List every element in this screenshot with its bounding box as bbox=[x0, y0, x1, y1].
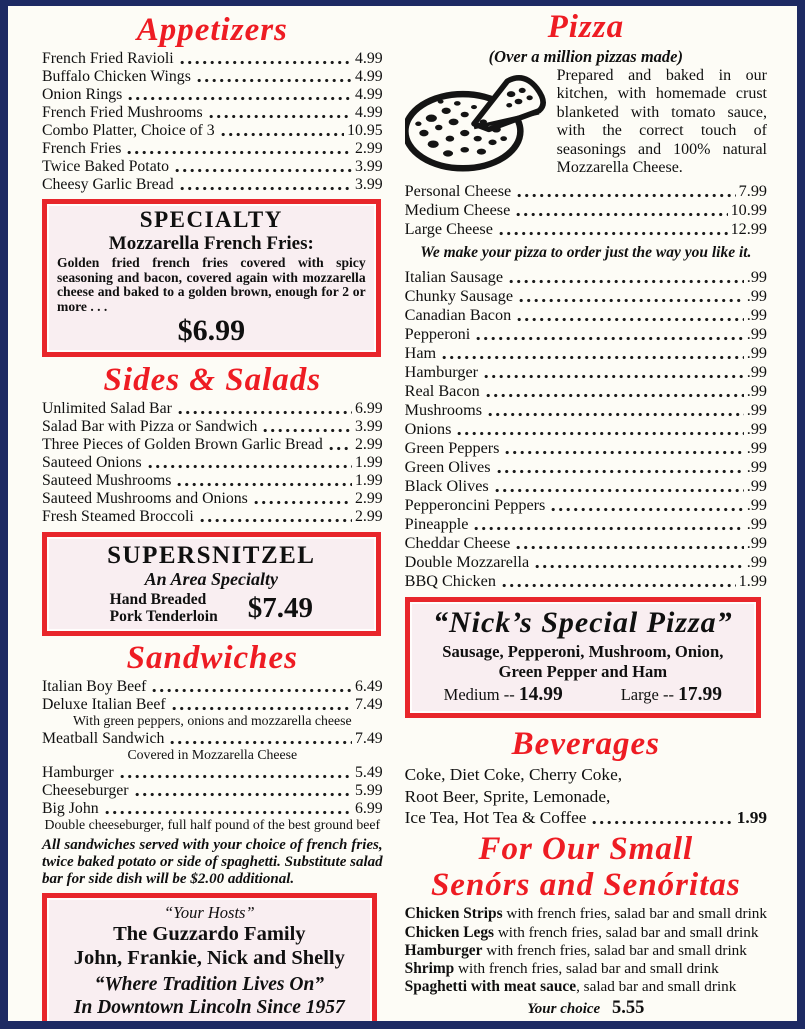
sides-title: Sides & Salads bbox=[103, 362, 322, 399]
item-name: Sauteed Mushrooms bbox=[42, 472, 172, 490]
item-note: Covered in Mozzarella Cheese bbox=[127, 747, 298, 763]
beverages-price: 1.99 bbox=[736, 808, 767, 828]
menu-item-row bbox=[42, 140, 383, 158]
dot-leader bbox=[535, 564, 744, 569]
dot-leader bbox=[127, 150, 352, 155]
item-name: Double Mozzarella bbox=[404, 553, 530, 572]
menu-item-row bbox=[405, 439, 767, 458]
nicks-title: “Nick’s Special Pizza” bbox=[432, 606, 733, 640]
supersnitzel-box bbox=[42, 532, 381, 636]
menu-item-row bbox=[405, 306, 767, 325]
nicks-medium-label: Medium -- bbox=[443, 685, 515, 705]
appetizers-list bbox=[42, 50, 383, 194]
pizza-description: Prepared and baked in our kitchen, with homemade crust blanketed with tomato sauce, with the correct touch of seasonings and 100% natural Mozzarella Cheese. bbox=[556, 67, 767, 177]
supersnitzel-subtitle: An Area Specialty bbox=[144, 569, 278, 590]
beverages-price-row bbox=[405, 807, 767, 829]
item-price: 4.99 bbox=[354, 86, 383, 103]
pizza-title: Pizza bbox=[547, 9, 625, 45]
item-price: .99 bbox=[746, 363, 767, 382]
dot-leader bbox=[495, 488, 744, 493]
dot-leader bbox=[148, 464, 352, 469]
dot-leader bbox=[457, 431, 743, 436]
item-name: French Fries bbox=[42, 140, 122, 157]
item-name: Green Peppers bbox=[404, 439, 500, 458]
menu-item-row bbox=[42, 678, 383, 696]
menu-item-row bbox=[42, 696, 383, 714]
kids-item bbox=[405, 978, 767, 996]
item-price: 6.49 bbox=[354, 678, 383, 696]
menu-item bbox=[42, 730, 383, 762]
dot-leader bbox=[178, 410, 352, 415]
menu-item-row bbox=[405, 182, 767, 201]
item-note: Double cheeseburger, full half pound of the best ground beef bbox=[44, 817, 381, 833]
hosts-family-line2: John, Frankie, Nick and Shelly bbox=[73, 947, 345, 970]
menu-item bbox=[42, 696, 383, 728]
menu-item-row bbox=[42, 730, 383, 748]
supersnitzel-item-line1: Hand Breaded bbox=[109, 591, 207, 609]
item-price: 1.99 bbox=[354, 472, 383, 490]
nicks-prices-row bbox=[418, 684, 748, 706]
menu-item-row bbox=[405, 420, 767, 439]
menu-item-row bbox=[405, 287, 767, 306]
dot-leader bbox=[476, 336, 743, 341]
item-price: 5.49 bbox=[354, 764, 383, 782]
item-price: 2.99 bbox=[354, 436, 383, 454]
menu-item-row bbox=[42, 50, 383, 68]
item-price: .99 bbox=[746, 439, 767, 458]
supersnitzel-title: SUPERSNITZEL bbox=[107, 542, 316, 570]
item-name: Big John bbox=[42, 800, 99, 818]
sandwiches-list bbox=[42, 678, 383, 832]
menu-item-row bbox=[42, 490, 383, 508]
menu-item-row bbox=[42, 436, 383, 454]
item-price: 1.99 bbox=[354, 454, 383, 472]
item-price: .99 bbox=[746, 325, 767, 344]
hosts-tagline-line1: “Where Tradition Lives On” bbox=[94, 974, 325, 996]
specialty-title: SPECIALTY bbox=[139, 207, 283, 232]
dot-leader bbox=[517, 317, 744, 322]
hosts-quote: “Your Hosts” bbox=[163, 903, 255, 923]
dot-leader bbox=[517, 193, 735, 198]
item-price: .99 bbox=[746, 553, 767, 572]
kids-item bbox=[405, 960, 767, 978]
dot-leader bbox=[180, 186, 352, 191]
item-name: French Fried Ravioli bbox=[42, 50, 174, 67]
item-price: 5.99 bbox=[354, 782, 383, 800]
dot-leader bbox=[499, 231, 728, 236]
supersnitzel-item-line2: Pork Tenderloin bbox=[109, 608, 218, 626]
menu-item-row bbox=[405, 515, 767, 534]
item-price: 4.99 bbox=[354, 104, 383, 121]
item-name: Fresh Steamed Broccoli bbox=[42, 508, 194, 526]
dot-leader bbox=[502, 583, 736, 588]
dot-leader bbox=[170, 740, 352, 745]
dot-leader bbox=[180, 60, 352, 65]
pizza-intro bbox=[405, 67, 767, 177]
item-name: Sauteed Mushrooms and Onions bbox=[42, 490, 248, 508]
hosts-box bbox=[42, 893, 377, 1029]
right-column bbox=[391, 6, 797, 1021]
item-price: 2.99 bbox=[354, 140, 383, 157]
menu-item-row bbox=[405, 382, 767, 401]
menu-item-row bbox=[405, 534, 767, 553]
pizza-toppings-list bbox=[405, 268, 767, 591]
beverages-line2: Root Beer, Sprite, Lemonade, bbox=[404, 786, 611, 806]
nicks-large-label: Large -- bbox=[620, 685, 674, 705]
item-price: .99 bbox=[746, 534, 767, 553]
dot-leader bbox=[209, 114, 352, 119]
item-price: 3.99 bbox=[354, 158, 383, 175]
item-price: .99 bbox=[746, 496, 767, 515]
menu-item-row bbox=[405, 553, 767, 572]
item-name: Green Olives bbox=[404, 458, 491, 477]
hosts-family-line1: The Guzzardo Family bbox=[113, 923, 306, 946]
menu-item-row bbox=[42, 86, 383, 104]
item-price: .99 bbox=[746, 420, 767, 439]
menu-item-row bbox=[405, 401, 767, 420]
kids-item-name: Chicken Strips bbox=[404, 905, 503, 923]
menu-item bbox=[42, 678, 383, 696]
beverages-line1: Coke, Diet Coke, Cherry Coke, bbox=[404, 765, 623, 785]
item-price: 3.99 bbox=[354, 176, 383, 193]
nicks-medium-price: 14.99 bbox=[518, 684, 563, 706]
kids-item-name: Hamburger bbox=[404, 941, 483, 959]
menu-item-row bbox=[405, 477, 767, 496]
kids-item bbox=[405, 942, 767, 960]
kids-item-name: Spaghetti with meat sauce bbox=[404, 978, 577, 996]
item-name: Twice Baked Potato bbox=[42, 158, 169, 175]
supersnitzel-item-row bbox=[57, 591, 366, 625]
kids-title-line1: For Our Small bbox=[478, 831, 694, 868]
specialty-description: Golden fried french fries covered with spicy seasoning and bacon, covered again with mozzarella cheese and baked to a golden brown, enough for 2 or more . . . bbox=[57, 255, 366, 314]
kids-item-name: Chicken Legs bbox=[404, 923, 495, 941]
dot-leader bbox=[519, 298, 744, 303]
menu-item-row bbox=[42, 122, 383, 140]
supersnitzel-item bbox=[110, 591, 218, 625]
menu-item-row bbox=[405, 572, 767, 591]
dot-leader bbox=[505, 450, 743, 455]
item-price: .99 bbox=[746, 458, 767, 477]
item-price: .99 bbox=[746, 306, 767, 325]
nicks-large-price: 17.99 bbox=[678, 684, 722, 706]
menu-item-row bbox=[405, 325, 767, 344]
kids-item bbox=[405, 924, 767, 942]
pizza-sizes-list bbox=[405, 182, 767, 239]
nicks-medium bbox=[444, 684, 563, 706]
item-price: 7.99 bbox=[738, 182, 767, 201]
item-name: Black Olives bbox=[404, 477, 489, 496]
item-name: Meatball Sandwich bbox=[42, 730, 165, 748]
hosts-tagline-line2: In Downtown Lincoln Since 1957 bbox=[73, 997, 345, 1019]
item-name: Pepperoni bbox=[404, 325, 471, 344]
nicks-large bbox=[621, 684, 722, 706]
menu-item-row bbox=[42, 400, 383, 418]
item-name: Sauteed Onions bbox=[42, 454, 142, 472]
specialty-subtitle: Mozzarella French Fries: bbox=[108, 233, 314, 254]
menu-item-row bbox=[42, 508, 383, 526]
item-price: .99 bbox=[746, 287, 767, 306]
sandwiches-title: Sandwiches bbox=[126, 640, 298, 677]
beverages-title: Beverages bbox=[511, 726, 660, 763]
item-name: Medium Cheese bbox=[404, 201, 511, 220]
item-name: Hamburger bbox=[404, 363, 479, 382]
item-name: Italian Boy Beef bbox=[42, 678, 147, 696]
item-name: BBQ Chicken bbox=[404, 572, 496, 591]
item-name: French Fried Mushrooms bbox=[42, 104, 203, 121]
appetizers-title: Appetizers bbox=[136, 12, 288, 48]
dot-leader bbox=[474, 526, 743, 531]
item-name: Cheesy Garlic Bread bbox=[42, 176, 174, 193]
item-name: Buffalo Chicken Wings bbox=[42, 68, 191, 85]
item-name: Cheddar Cheese bbox=[404, 534, 511, 553]
supersnitzel-price: $7.49 bbox=[247, 591, 313, 624]
dot-leader bbox=[551, 507, 743, 512]
item-price: 3.99 bbox=[354, 418, 383, 436]
item-name: Salad Bar with Pizza or Sandwich bbox=[42, 418, 258, 436]
dot-leader bbox=[488, 412, 744, 417]
dot-leader bbox=[221, 132, 344, 137]
item-price: 4.99 bbox=[354, 68, 383, 85]
kids-item-detail: with french fries, salad bar and small drink bbox=[502, 905, 767, 923]
item-price: 7.49 bbox=[354, 730, 383, 748]
beverages-line3: Ice Tea, Hot Tea & Coffee bbox=[404, 808, 587, 828]
menu-item-row bbox=[42, 158, 383, 176]
dot-leader bbox=[172, 706, 352, 711]
dot-leader bbox=[329, 446, 352, 451]
menu-item-row bbox=[405, 363, 767, 382]
pizza-illustration bbox=[405, 70, 549, 172]
pizza-order-note: We make your pizza to order just the way you like it. bbox=[420, 244, 752, 262]
item-name: Real Bacon bbox=[404, 382, 480, 401]
item-name: Italian Sausage bbox=[404, 268, 504, 287]
dot-leader bbox=[105, 810, 352, 815]
dot-leader bbox=[175, 168, 352, 173]
item-price: 2.99 bbox=[354, 508, 383, 526]
dot-leader bbox=[442, 355, 744, 360]
item-name: Mushrooms bbox=[404, 401, 482, 420]
dot-leader bbox=[516, 545, 743, 550]
item-price: .99 bbox=[746, 268, 767, 287]
dot-leader bbox=[497, 469, 744, 474]
nicks-description-line1: Sausage, Pepperoni, Mushroom, Onion, bbox=[442, 642, 724, 662]
item-name: Deluxe Italian Beef bbox=[42, 696, 166, 714]
item-price: .99 bbox=[746, 477, 767, 496]
dot-leader bbox=[177, 482, 352, 487]
item-price: 10.99 bbox=[730, 201, 767, 220]
item-name: Personal Cheese bbox=[404, 182, 512, 201]
menu-item-row bbox=[405, 201, 767, 220]
pizza-tagline: (Over a million pizzas made) bbox=[488, 47, 683, 66]
menu-item-row bbox=[405, 268, 767, 287]
dot-leader bbox=[509, 279, 744, 284]
item-name: Pineapple bbox=[404, 515, 469, 534]
specialty-box bbox=[42, 199, 381, 357]
kids-section-title bbox=[405, 831, 767, 903]
item-name: Large Cheese bbox=[404, 220, 493, 239]
menu-item-row bbox=[405, 496, 767, 515]
kids-item-detail: with french fries, salad bar and small drink bbox=[454, 960, 719, 978]
menu-item-row bbox=[42, 800, 383, 818]
kids-list bbox=[405, 905, 767, 996]
kids-item bbox=[405, 905, 767, 923]
dot-leader bbox=[486, 393, 744, 398]
item-price: 4.99 bbox=[354, 50, 383, 67]
item-name: Combo Platter, Choice of 3 bbox=[42, 122, 215, 139]
kids-item-name: Shrimp bbox=[404, 960, 455, 978]
item-price: 1.99 bbox=[738, 572, 767, 591]
nicks-special-pizza-box bbox=[405, 597, 761, 718]
dot-leader bbox=[128, 96, 352, 101]
item-price: .99 bbox=[746, 515, 767, 534]
kids-item-detail: , salad bar and small drink bbox=[576, 978, 737, 996]
item-name: Ham bbox=[404, 344, 437, 363]
item-price: 6.99 bbox=[354, 400, 383, 418]
sandwiches-footnote: All sandwiches served with your choice of french fries, twice baked potato or side of spaghetti. Substitute salad bar for side dish will be $2.00 additional. bbox=[42, 837, 383, 887]
menu-item bbox=[42, 782, 383, 800]
dot-leader bbox=[200, 518, 352, 523]
kids-choice-price: 5.55 bbox=[611, 998, 645, 1019]
dot-leader bbox=[197, 78, 352, 83]
menu-item-row bbox=[42, 68, 383, 86]
menu-item-row bbox=[42, 764, 383, 782]
item-price: 12.99 bbox=[730, 220, 767, 239]
item-name: Cheeseburger bbox=[42, 782, 129, 800]
item-name: Canadian Bacon bbox=[404, 306, 512, 325]
sides-list bbox=[42, 400, 383, 526]
kids-choice-label: Your choice bbox=[527, 1001, 601, 1018]
item-price: 7.49 bbox=[354, 696, 383, 714]
kids-item-detail: with french fries, salad bar and small drink bbox=[494, 923, 759, 941]
menu-item-row bbox=[405, 458, 767, 477]
menu-item-row bbox=[42, 472, 383, 490]
menu-item-row bbox=[405, 344, 767, 363]
dot-leader bbox=[516, 212, 727, 217]
menu-item-row bbox=[42, 104, 383, 122]
menu-item bbox=[42, 800, 383, 832]
item-note: With green peppers, onions and mozzarella cheese bbox=[72, 713, 352, 729]
kids-item-detail: with french fries, salad bar and small drink bbox=[482, 941, 747, 959]
item-name: Onion Rings bbox=[42, 86, 123, 103]
dot-leader bbox=[152, 688, 352, 693]
item-name: Unlimited Salad Bar bbox=[42, 400, 172, 418]
dot-leader bbox=[263, 428, 352, 433]
dot-leader bbox=[254, 500, 352, 505]
item-price: 6.99 bbox=[354, 800, 383, 818]
item-price: .99 bbox=[746, 401, 767, 420]
item-price: .99 bbox=[746, 344, 767, 363]
menu-item bbox=[42, 764, 383, 782]
item-name: Three Pieces of Golden Brown Garlic Bread bbox=[42, 436, 323, 454]
kids-choice-row bbox=[405, 998, 767, 1019]
dot-leader bbox=[592, 820, 733, 825]
dot-leader bbox=[135, 792, 352, 797]
menu-item-row bbox=[42, 418, 383, 436]
menu-item-row bbox=[42, 454, 383, 472]
menu-item-row bbox=[42, 176, 383, 194]
menu-item-row bbox=[42, 782, 383, 800]
item-price: 10.95 bbox=[347, 122, 383, 139]
item-name: Hamburger bbox=[42, 764, 114, 782]
kids-title-line2: Senórs and Senóritas bbox=[430, 867, 741, 904]
left-column bbox=[8, 6, 391, 1021]
item-price: 2.99 bbox=[354, 490, 383, 508]
item-price: .99 bbox=[746, 382, 767, 401]
item-name: Chunky Sausage bbox=[404, 287, 513, 306]
item-name: Pepperoncini Peppers bbox=[404, 496, 546, 515]
menu-item-row bbox=[405, 220, 767, 239]
dot-leader bbox=[120, 774, 352, 779]
nicks-description-line2: Green Pepper and Ham bbox=[498, 662, 668, 682]
beverages-list bbox=[405, 764, 767, 829]
item-name: Onions bbox=[404, 420, 452, 439]
specialty-price: $6.99 bbox=[177, 314, 246, 348]
dot-leader bbox=[484, 374, 744, 379]
